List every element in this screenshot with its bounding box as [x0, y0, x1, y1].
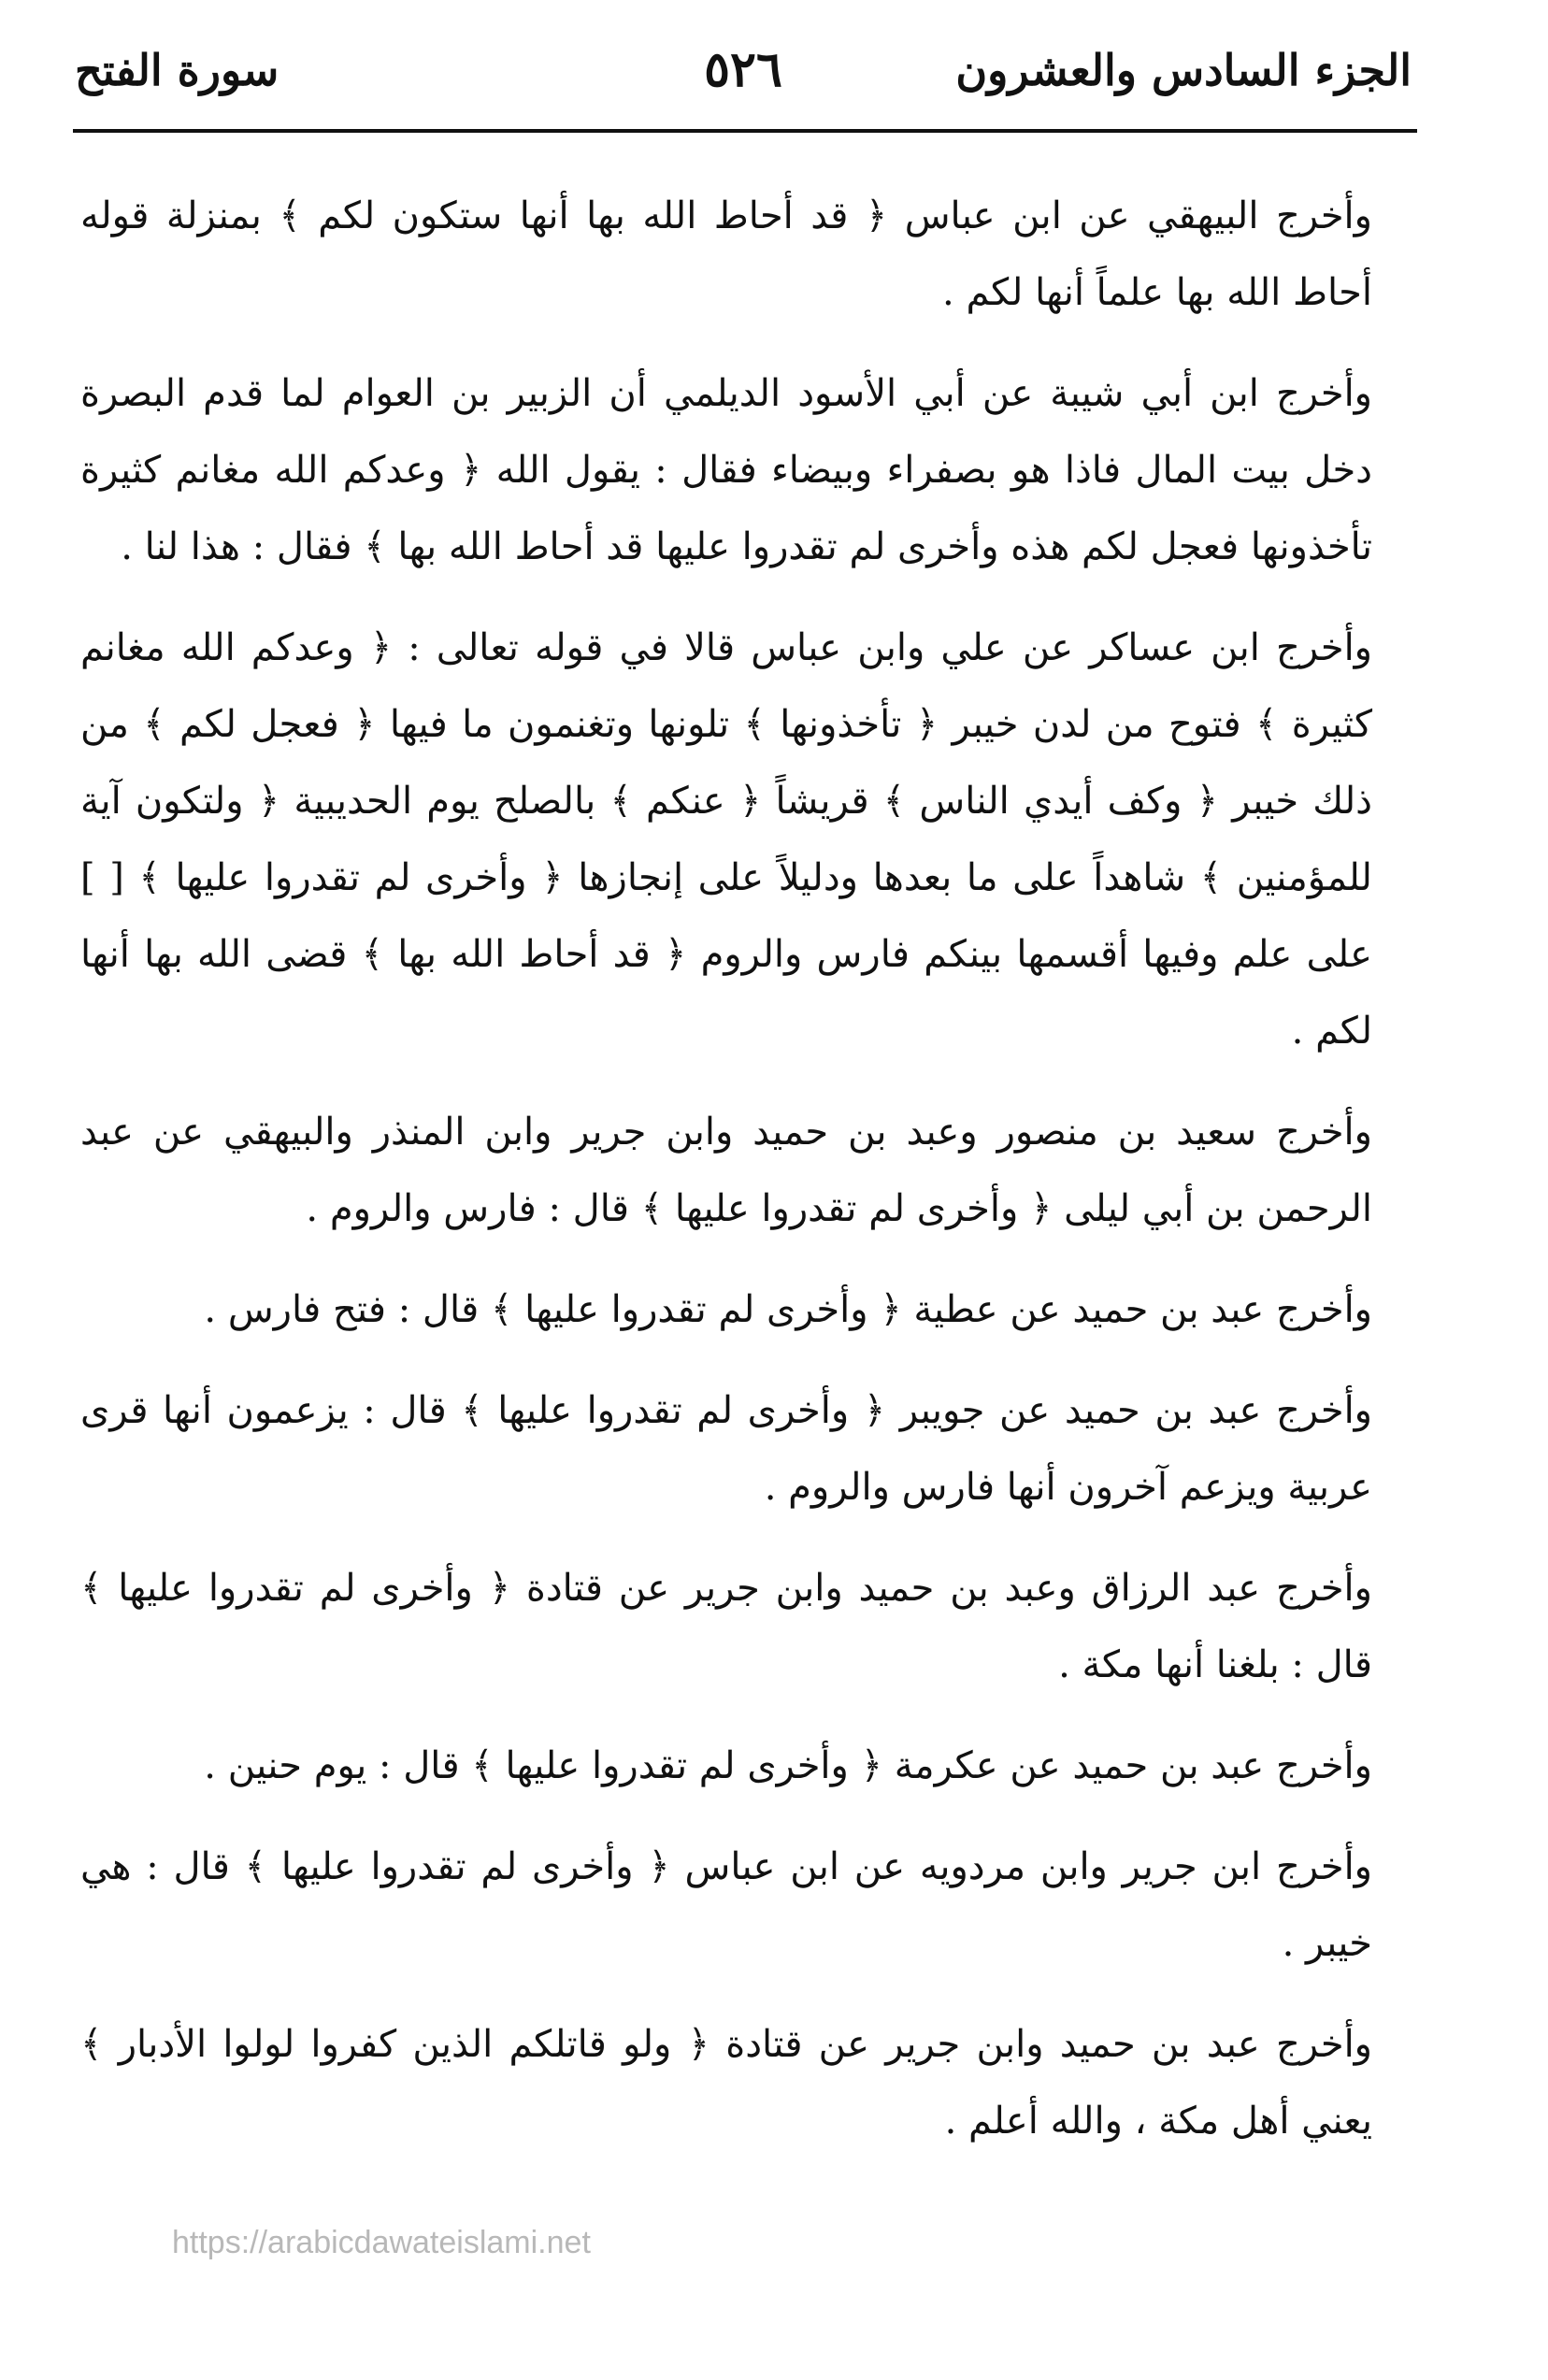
page-number: ٥٢٦ [704, 41, 782, 98]
header-divider [73, 129, 1417, 133]
paragraph: وأخرج عبد بن حميد عن عطية ﴿ وأخرى لم تقدروا عليها ﴾ قال : فتح فارس . [204, 1288, 1372, 1331]
page-header [75, 37, 1412, 112]
running-head-surah: سورة الفتح [75, 45, 280, 95]
paragraph: وأخرج ابن أبي شيبة عن أبي الأسود الديلمي أن الزبير بن العوام لما قدم البصرة دخل بيت المال فاذا هو بصفراء وبيضاء فقال : يقول الله ﴿ وعدكم الله مغانم كثيرة تأخذونها فعجل لكم هذه وأخرى لم تقدروا عليها قد أحاط الله بها ﴾ فقال : هذا لنا . [80, 372, 1372, 568]
page-body [80, 178, 1372, 2184]
paragraph: وأخرج ابن جرير وابن مردويه عن ابن عباس ﴿ وأخرى لم تقدروا عليها ﴾ قال : هي خيبر . [80, 1845, 1372, 1965]
paragraph: وأخرج سعيد بن منصور وعبد بن حميد وابن جرير وابن المنذر والبيهقي عن عبد الرحمن بن أبي ليلى ﴿ وأخرى لم تقدروا عليها ﴾ قال : فارس والروم . [80, 1111, 1372, 1230]
paragraph: وأخرج عبد الرزاق وعبد بن حميد وابن جرير عن قتادة ﴿ وأخرى لم تقدروا عليها ﴾ قال : بلغنا أنها مكة . [80, 1567, 1372, 1686]
paragraph: وأخرج عبد بن حميد وابن جرير عن قتادة ﴿ ولو قاتلكم الذين كفروا لولوا الأدبار ﴾ يعني أهل مكة ، والله أعلم . [80, 2023, 1372, 2143]
paragraph: وأخرج البيهقي عن ابن عباس ﴿ قد أحاط الله بها أنها ستكون لكم ﴾ بمنزلة قوله أحاط الله بها علماً أنها لكم . [80, 194, 1372, 314]
paragraph: وأخرج عبد بن حميد عن جويبر ﴿ وأخرى لم تقدروا عليها ﴾ قال : يزعمون أنها قرى عربية ويزعم آخرون أنها فارس والروم . [80, 1389, 1372, 1509]
paragraph: وأخرج ابن عساكر عن علي وابن عباس قالا في قوله تعالى : ﴿ وعدكم الله مغانم كثيرة ﴾ فتوح من لدن خيبر ﴿ تأخذونها ﴾ تلونها وتغنمون ما فيها ﴿ فعجل لكم ﴾ من ذلك خيبر ﴿ وكف أيدي الناس ﴾ قريشاً ﴿ عنكم ﴾ بالصلح يوم الحديبية ﴿ ولتكون آية للمؤمنين ﴾ شاهداً على ما بعدها ودليلاً على إنجازها ﴿ وأخرى لم تقدروا عليها ﴾ [ ] على علم وفيها أقسمها بينكم فارس والروم ﴿ قد أحاط الله بها ﴾ قضى الله بها أنها لكم . [80, 626, 1372, 1053]
watermark-url: https://arabicdawateislami.net [172, 2225, 591, 2260]
running-head-part: الجزء السادس والعشرون [955, 45, 1412, 95]
paragraph: وأخرج عبد بن حميد عن عكرمة ﴿ وأخرى لم تقدروا عليها ﴾ قال : يوم حنين . [204, 1744, 1372, 1787]
